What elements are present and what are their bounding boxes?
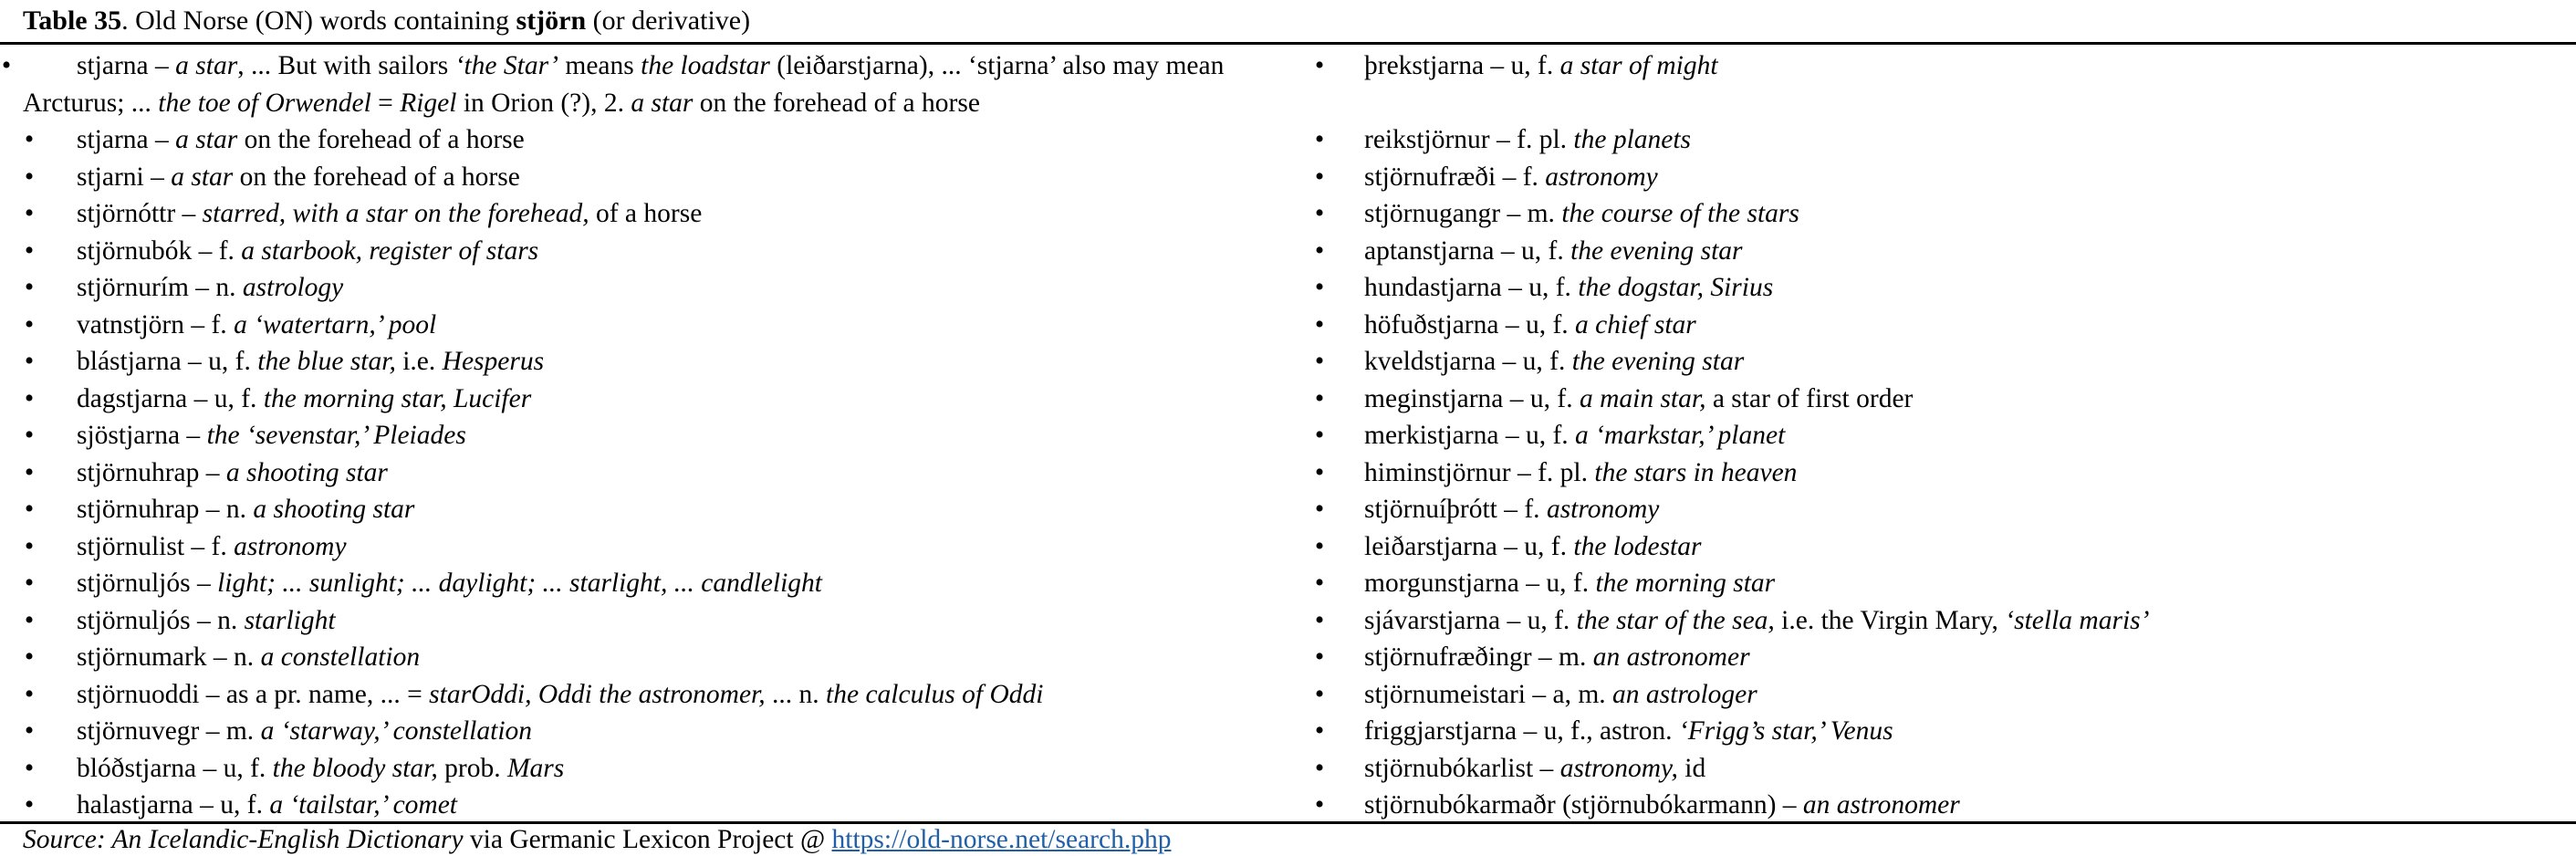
list-item (0, 787, 1296, 824)
bullet-icon: • (24, 716, 35, 746)
list-item (0, 713, 1296, 750)
definition-italic: ‘the Star’ (454, 51, 558, 80)
bullet-icon: • (24, 235, 35, 266)
entry (1287, 565, 2564, 602)
entry-text: ... n. (765, 679, 827, 709)
definition-italic: a shooting star (225, 457, 388, 487)
list-item (0, 565, 1296, 602)
left-word-list (0, 47, 1296, 824)
definition-italic: a shooting star (253, 495, 415, 524)
list-item (1287, 159, 2564, 196)
list-item (0, 454, 1296, 492)
entry (0, 343, 1296, 381)
bullet-icon: • (1314, 347, 1325, 376)
definition-italic: the star of the sea, (1576, 605, 1775, 635)
entry-text: sjöstjarna – (77, 421, 207, 450)
definition-italic: astronomy, (1559, 753, 1678, 783)
definition-italic: a starbook, register of stars (241, 235, 539, 266)
entry-text: on the forehead of a horse (233, 162, 520, 192)
bullet-icon: • (1314, 235, 1325, 266)
definition-italic: the bloody star, (272, 753, 438, 783)
definition-italic: a star of might (1559, 51, 1718, 80)
definition-italic: ‘Frigg’s star,’ Venus (1678, 716, 1893, 746)
blank-row (1287, 85, 2564, 122)
list-item (0, 639, 1296, 676)
list-item (1287, 195, 2564, 233)
bullet-icon: • (24, 421, 35, 450)
list-item (1287, 417, 2564, 454)
entry (1287, 269, 2564, 307)
bullet-icon: • (24, 162, 35, 192)
entry-text: stjarna – (77, 125, 176, 154)
definition-italic: the toe of Orwendel (158, 88, 371, 118)
entry-text: stjarni – (77, 162, 172, 192)
entry (0, 121, 1296, 159)
entry-text: stjörnulist – f. (77, 531, 235, 561)
entry-text: halastjarna – u, f. (77, 790, 270, 819)
definition-italic: the calculus of Oddi (826, 679, 1044, 709)
entry-text: vatnstjörn – f. (77, 309, 235, 339)
definition-italic: the loadstar (641, 51, 770, 80)
list-item (1287, 269, 2564, 307)
definition-italic: a ‘starway,’ constellation (260, 716, 533, 746)
entry-text: reikstjörnur – f. pl. (1364, 125, 1574, 154)
entry (0, 602, 1296, 640)
entry (0, 233, 1296, 270)
entry (1287, 713, 2564, 750)
bullet-icon: • (24, 790, 35, 819)
bullet-icon: • (1314, 679, 1325, 709)
bullet-icon: • (1314, 162, 1325, 192)
entry-text: on the forehead of a horse (693, 88, 980, 118)
definition-italic: astronomy (1545, 162, 1658, 192)
definition-italic: starlight (244, 605, 336, 635)
entry (0, 639, 1296, 676)
entry-text: höfuðstjarna – u, f. (1364, 309, 1576, 339)
entry-text: stjörnuvegr – m. (77, 716, 261, 746)
bullet-icon: • (24, 125, 35, 154)
table-label: Table 35 (23, 5, 122, 36)
list-item (1287, 47, 2564, 85)
entry (0, 565, 1296, 602)
entry-text: means (558, 51, 641, 80)
entry-text: stjörnubókarmaðr (stjörnubókarmann) – (1364, 790, 1803, 819)
entry-text: (leiðarstjarna), ... ‘stjarna’ also may mean Arcturus; ... (23, 51, 1225, 118)
top-rule (0, 42, 2576, 45)
bullet-icon: • (24, 642, 35, 672)
bullet-icon: • (24, 605, 35, 635)
entry-text: hundastjarna – u, f. (1364, 273, 1579, 302)
entry-text: stjörnubókarlist – (1364, 753, 1560, 783)
list-item (1287, 602, 2564, 640)
entry (1287, 602, 2564, 640)
definition-italic: astrology (242, 273, 344, 302)
source-note (23, 823, 1171, 856)
bullet-icon: • (1314, 421, 1325, 450)
definition-italic: a constellation (260, 642, 421, 672)
bullet-icon: • (24, 495, 35, 524)
source-work: An Icelandic-English Dictionary (111, 825, 464, 854)
entry (1287, 381, 2564, 418)
definition-italic: ‘stella maris’ (2005, 605, 2150, 635)
entry-text: stjörnuhrap – (77, 457, 226, 487)
entry-text: a star of first order (1705, 383, 1914, 413)
source-via: via Germanic Lexicon Project @ (463, 825, 832, 854)
bullet-icon: • (24, 309, 35, 339)
bullet-icon: • (1314, 605, 1325, 635)
definition-italic: the course of the stars (1561, 199, 1799, 228)
caption-keyword: stjörn (516, 5, 587, 36)
entry (0, 454, 1296, 492)
bullet-icon: • (24, 531, 35, 561)
entry-text: morgunstjarna – u, f. (1364, 569, 1596, 598)
list-item (0, 269, 1296, 307)
entry-text: meginstjarna – u, f. (1364, 383, 1580, 413)
definition-italic: Mars (506, 753, 565, 783)
bullet-icon: • (24, 199, 35, 228)
entry-text: stjörnuhrap – n. (77, 495, 254, 524)
source-label: Source: (23, 825, 112, 854)
bullet-icon: • (1314, 642, 1325, 672)
list-item (1287, 233, 2564, 270)
bullet-icon: • (24, 569, 35, 598)
bullet-icon: • (1314, 716, 1325, 746)
list-item (1287, 639, 2564, 676)
definition-italic: a star (171, 162, 234, 192)
definition-italic: the morning star (1595, 569, 1776, 598)
definition-italic: a ‘markstar,’ planet (1575, 421, 1786, 450)
entry (1287, 639, 2564, 676)
entry-text: stjörnuoddi – as a pr. name, ... = (77, 679, 430, 709)
entry-text: dagstjarna – u, f. (77, 383, 264, 413)
list-item (1287, 528, 2564, 566)
list-item (0, 307, 1296, 344)
entry (1287, 750, 2564, 788)
list-item (0, 381, 1296, 418)
bullet-icon: • (1314, 495, 1325, 524)
list-item (0, 528, 1296, 566)
entry (23, 47, 1291, 121)
entry-text: id (1677, 753, 1706, 783)
list-item (0, 750, 1296, 788)
definition-italic: the lodestar (1573, 531, 1702, 561)
entry (0, 787, 1296, 824)
list-item (1287, 454, 2564, 492)
entry-text: i.e. (395, 347, 443, 376)
list-item (0, 121, 1296, 159)
entry-text: stjörnóttr – (77, 199, 203, 228)
definition-italic: starOddi, Oddi the astronomer, (429, 679, 766, 709)
bullet-icon: • (1314, 51, 1325, 80)
table-caption (23, 4, 750, 38)
entry-text: merkistjarna – u, f. (1364, 421, 1576, 450)
bullet-icon: • (24, 679, 35, 709)
entry-text: stjörnumark – n. (77, 642, 261, 672)
entry (1287, 417, 2564, 454)
list-item (1287, 381, 2564, 418)
caption-suffix: (or derivative) (586, 5, 751, 36)
entry-text: kveldstjarna – u, f. (1364, 347, 1572, 376)
list-item (0, 417, 1296, 454)
definition-italic: a chief star (1575, 309, 1696, 339)
entry-text: stjörnuljós – n. (77, 605, 245, 635)
list-item (1287, 343, 2564, 381)
entry-text: stjörnuljós – (77, 569, 218, 598)
entry (1287, 307, 2564, 344)
entry-text: stjörnubók – f. (77, 235, 242, 266)
bullet-icon: • (1314, 569, 1325, 598)
list-item (0, 47, 1296, 121)
entry (0, 159, 1296, 196)
definition-italic: light; ... sunlight; ... daylight; ... starlight, ... candlelight (217, 569, 822, 598)
definition-italic: Hesperus (442, 347, 545, 376)
definition-italic: the stars in heaven (1594, 457, 1798, 487)
entry (1287, 491, 2564, 528)
definition-italic: the evening star (1571, 347, 1745, 376)
list-item (0, 233, 1296, 270)
list-item (1287, 787, 2564, 824)
entry-text: friggjarstjarna – u, f., astron. (1364, 716, 1679, 746)
definition-italic: the morning star, Lucifer (263, 383, 532, 413)
entry-text: stjarna – (77, 51, 176, 80)
entry-text: , ... But with sailors (237, 51, 455, 80)
definition-italic: the dogstar, Sirius (1578, 273, 1774, 302)
definition-italic: a star (175, 51, 238, 80)
bullet-icon: • (1314, 790, 1325, 819)
entry-text: aptanstjarna – u, f. (1364, 235, 1571, 266)
list-item (0, 159, 1296, 196)
list-item (1287, 121, 2564, 159)
entry-text: blástjarna – u, f. (77, 347, 258, 376)
definition-italic: the planets (1573, 125, 1692, 154)
entry (1287, 195, 2564, 233)
list-item (0, 195, 1296, 233)
entry (1287, 121, 2564, 159)
entry-text: prob. (437, 753, 507, 783)
entry (1287, 676, 2564, 714)
entry (0, 491, 1296, 528)
bullet-icon: • (24, 273, 35, 302)
bullet-icon: • (24, 457, 35, 487)
entry (1287, 159, 2564, 196)
entry (1287, 454, 2564, 492)
entry-text: þrekstjarna – u, f. (1364, 51, 1560, 80)
definition-italic: starred, with a star on the forehead, (202, 199, 589, 228)
entry (0, 307, 1296, 344)
list-item (1287, 491, 2564, 528)
entry (0, 269, 1296, 307)
entry (1287, 47, 2564, 85)
entry-text: stjörnufræðingr – m. (1364, 642, 1593, 672)
entry-text: stjörnumeistari – a, m. (1364, 679, 1613, 709)
definition-italic: a star (631, 88, 694, 118)
entry (1287, 528, 2564, 566)
entry-text: stjörnuíþrótt – f. (1364, 495, 1547, 524)
definition-italic: an astronomer (1592, 642, 1750, 672)
entry (0, 381, 1296, 418)
bullet-icon: • (1314, 309, 1325, 339)
definition-italic: astronomy (1546, 495, 1660, 524)
entry (0, 713, 1296, 750)
bullet-icon: • (1314, 273, 1325, 302)
definition-italic: an astrologer (1612, 679, 1757, 709)
list-item (1287, 565, 2564, 602)
entry-text: in Orion (?), 2. (456, 88, 631, 118)
definition-italic: the blue star, (257, 347, 396, 376)
definition-italic: an astronomer (1802, 790, 1960, 819)
entry-text: i.e. the Virgin Mary, (1774, 605, 2006, 635)
definition-italic: a ‘tailstar,’ comet (269, 790, 458, 819)
bullet-icon: • (1314, 457, 1325, 487)
entry-text: stjörnufræði – f. (1364, 162, 1546, 192)
bullet-icon: • (1, 51, 12, 80)
bullet-icon: • (24, 347, 35, 376)
entry-text: blóðstjarna – u, f. (77, 753, 273, 783)
entry (0, 528, 1296, 566)
bullet-icon: • (1314, 383, 1325, 413)
bullet-icon: • (1314, 199, 1325, 228)
caption-text: . Old Norse (ON) words containing (121, 5, 516, 36)
definition-italic: the ‘sevenstar,’ Pleiades (206, 421, 466, 450)
list-item (0, 491, 1296, 528)
bullet-icon: • (1314, 753, 1325, 783)
bullet-icon: • (1314, 531, 1325, 561)
bullet-icon: • (1314, 125, 1325, 154)
list-item (1287, 307, 2564, 344)
entry-text: = (370, 88, 401, 118)
list-item (0, 676, 1296, 714)
entry (1287, 787, 2564, 824)
list-item (1287, 676, 2564, 714)
definition-italic: a ‘watertarn,’ pool (234, 309, 437, 339)
bullet-icon: • (24, 753, 35, 783)
list-item (0, 343, 1296, 381)
entry (0, 676, 1296, 714)
definition-italic: the evening star (1570, 235, 1743, 266)
entry-text: on the forehead of a horse (237, 125, 525, 154)
entry-text: stjörnugangr – m. (1364, 199, 1562, 228)
entry-text: leiðarstjarna – u, f. (1364, 531, 1574, 561)
definition-italic: a star (175, 125, 238, 154)
definition-italic: Rigel (400, 88, 457, 118)
entry (1287, 233, 2564, 270)
entry-text: of a horse (589, 199, 703, 228)
entry-text: himinstjörnur – f. pl. (1364, 457, 1595, 487)
entry-text: sjávarstjarna – u, f. (1364, 605, 1577, 635)
entry (0, 417, 1296, 454)
entry (0, 750, 1296, 788)
definition-italic: astronomy (234, 531, 347, 561)
list-item (1287, 713, 2564, 750)
entry (1287, 343, 2564, 381)
list-item (0, 602, 1296, 640)
entry (0, 195, 1296, 233)
list-item (1287, 750, 2564, 788)
right-word-list (1287, 47, 2564, 824)
bullet-icon: • (24, 383, 35, 413)
definition-italic: a main star, (1579, 383, 1706, 413)
entry-text: stjörnurím – n. (77, 273, 243, 302)
source-link[interactable]: https://old-norse.net/search.php (831, 825, 1172, 854)
